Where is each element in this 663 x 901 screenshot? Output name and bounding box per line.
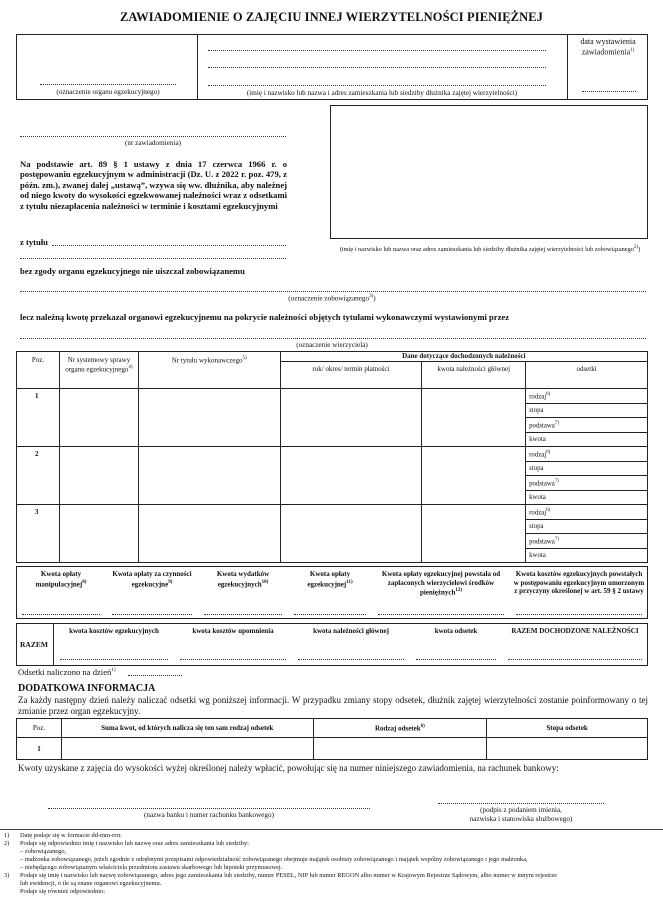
fee-item [198,570,288,618]
debtor-line-1 [208,50,546,51]
footnote-number [4,864,20,872]
signature-line [438,803,604,804]
table-row [17,389,648,404]
footnotes [4,832,654,896]
razem-col-label: kwota kosztów egzekucyjnych [69,627,159,635]
odsetki-sub-cell: podstawa$^{7)}$ [526,476,648,491]
footnote-number [4,856,20,864]
row-kwota [422,505,526,563]
obligor-address-box [330,105,648,239]
footnote-text: Podaje się odpowiednio imię i nazwisko lub nazwę oraz adres zamieszkania lub siedziby: [20,840,249,847]
row-nr-systemowy [59,447,138,505]
fee-label: Kwota wydatków egzekucyjnych$^{10)}$ [216,570,270,588]
col-nr-systemowy: Nr systemowy sprawy organu egzekucyjnego$^{4)}$ [59,352,138,389]
claims-table [16,351,648,563]
row-number: 3 [17,505,60,563]
dodatkowa-heading: DODATKOWA INFORMACJA [18,683,156,694]
notice-nr-line [20,136,286,137]
odsetki-naliczono: Odsetki naliczono na dzień$^{1)}$ [18,667,116,677]
footnote-text: – zobowiązanego, [20,848,67,855]
signature-caption-1: (podpis z podaniem imienia, [480,806,562,814]
razem-col [502,627,648,663]
odsetki-sub-cell: kwota [526,548,648,563]
row-rok [280,505,422,563]
fees-row [16,570,648,618]
razem-col-label: kwota odsetek [434,627,478,635]
interest-cell-suma [61,738,313,760]
razem-col [174,627,292,663]
fee-value-line [294,614,366,615]
row-number: 1 [17,389,60,447]
wierzyciel-line [20,338,646,339]
signature-caption-2: nazwiska i stanowiska służbowego) [469,815,573,823]
razem-col [54,627,174,663]
wierzyciel-caption: (oznaczenie wierzyciela) [296,341,368,349]
fee-label: Kwota opłaty egzekucyjnej powstała od zapłaconych wierzycielowi środków pieniężnych$^{12)}$ [381,570,501,597]
fee-label: Kwota opłaty manipulacyjnej$^{8)}$ [35,570,87,588]
claim-rows [17,389,648,563]
bank-caption: (nazwa banku i numer rachunku bankowego) [144,811,274,819]
lecz-text: lecz należną kwotę przekazał organowi egzekucyjnemu na pokrycie należności objętych tytułami wykonawczymi wystawionymi przez [20,312,510,322]
row-rok [280,447,422,505]
date-label: data wystawienia zawiadomienia$^{1)}$ [580,37,636,57]
footnote [4,872,654,880]
footnote-number [4,848,20,856]
footnote-text: Podaje się również odpowiednio: [20,888,106,895]
fee-value-line [516,614,642,615]
razem-col [410,627,502,663]
table-row [17,447,648,462]
col-poz: Poz. [17,352,60,389]
debtor-line-3 [208,85,546,86]
razem-col-label: kwota kosztów upomnienia [192,627,274,635]
organ-caption: (oznaczenie organu egzekucyjnego) [56,88,160,96]
z-tytulu-label: z tytułu [20,237,48,247]
organ-dotted-line [40,84,176,85]
razem-col-label: RAZEM DOCHODZONE NALEŻNOŚCI [511,627,639,635]
interest-cell-rodzaj [313,738,487,760]
col-dane: Dane dotyczące dochodzonych należności [280,352,647,362]
footnote-text: – małżonka zobowiązanego, jeżeli zgodnie z odrębnymi przepisami odpowiedzialność zobowiązanego obejmuje majątek osobisty zobowiązanego i majątek wspólny zobowiązanego i jego małżonka, [20,856,528,863]
row-nr-systemowy [59,505,138,563]
col-odsetki: odsetki [526,362,648,389]
col-nr-tytulu: Nr tytułu wykonawczego$^{5)}$ [138,352,280,389]
odsetki-sub-cell: kwota [526,490,648,505]
row-number: 2 [17,447,60,505]
z-tytulu-line [52,245,286,246]
fee-label: Kwota opłaty egzekucyjnej$^{11)}$ [307,570,353,588]
footnote-number [4,888,20,896]
odsetki-sub-cell: rodzaj$^{6)}$ [526,505,648,520]
col-rok: rok/ okres/ termin płatności [280,362,422,389]
row-nr-tytulu [138,505,280,563]
bez-zgody-text: bez zgody organu egzekucyjnego nie uiszczał zobowiązanemu [20,266,245,276]
interest-table [16,718,648,760]
footnote-number: 1) [4,832,10,839]
odsetki-sub-cell: rodzaj$^{6)}$ [526,389,648,404]
odsetki-sub-cell: stopa [526,403,648,418]
razem-label: RAZEM [20,640,48,649]
col-kwota: kwota należności głównej [422,362,526,389]
odsetki-sub-cell: stopa [526,461,648,476]
footnote-text: Podaje się imię i nazwisko lub nazwę zobowiązanego, adres jego zamieszkania lub siedziby, numer PESEL, NIP lub numer REGON albo numer w Krajowym Rejestrze Sądowym, albo numer w innym rejestrze [20,872,557,879]
odsetki-sub-cell: stopa [526,519,648,534]
row-nr-systemowy [59,389,138,447]
footnote-text: lub ewidencji, o ile są znane organowi egzekucyjnemu. [20,880,162,887]
zobowiazany-caption: (oznaczenie zobowiązanego$^{3)}$) [288,294,376,303]
fee-item [510,570,648,618]
footnote-number: 2) [4,840,10,847]
footnote [4,888,654,896]
odsetki-sub-cell: podstawa$^{7)}$ [526,534,648,549]
row-nr-tytulu [138,389,280,447]
interest-row-nr: 1 [17,738,62,760]
debtor-line-2 [208,67,546,68]
odsetki-date-line [128,675,182,676]
zobowiazany-line [20,291,646,292]
footnote-number: 3) [4,872,10,879]
odsetki-sub-cell: podstawa$^{7)}$ [526,418,648,433]
interest-col-rodzaj: Rodzaj odsetek$^{6)}$ [313,719,487,738]
legal-text: Na podstawie art. 89 § 1 ustawy z dnia 17 czerwca 1966 r. o postępowaniu egzekucyjnym w administracji (Dz. U. z 2022 r. poz. 479, z późn. zm.), zwanej dalej „ustawą”, wzywa się ww. dłużnika, aby należnej od niego kwoty do wysokości egzekwowanej należności wraz z odsetkami z tytułu niezapłacenia należności w terminie i kosztami egzekucyjnymi [20,159,287,211]
fee-item [106,570,198,618]
footnote [4,864,654,872]
interest-cell-stopa [487,738,648,760]
razem-value-line [60,659,168,660]
footnote [4,832,654,840]
footnote [4,880,654,888]
z-tytulu-line-2 [20,258,286,259]
footnote-number [4,880,20,888]
row-kwota [422,389,526,447]
fee-value-line [22,614,100,615]
debtor-caption: (imię i nazwisko lub nazwa i adres zamieszkania lub siedziby dłużnika zajętej wierzytelności) [246,89,518,97]
razem-columns [54,627,648,663]
razem-value-line [416,659,496,660]
interest-col-stopa: Stopa odsetek [487,719,648,738]
razem-value-line [508,659,642,660]
razem-col-label: kwota należności głównej [313,627,389,635]
obligor-caption: (imię i nazwisko lub nazwa oraz adres zamieszkania lub siedziby dłużnika zajętej wierzytelności lub zobowiązanego$^{2)}$) [339,245,641,254]
razem-col [292,627,410,663]
document-title: ZAWIADOMIENIE O ZAJĘCIU INNEJ WIERZYTELNOŚCI PIENIĘŻNEJ [119,10,544,24]
fee-value-line [204,614,282,615]
fee-item [16,570,106,618]
razem-value-line [180,659,286,660]
fee-label: Kwota kosztów egzekucyjnych powstałych w postępowaniu egzekucyjnym umorzonym z przyczyny określonej w art. 59 § 2 ustawy [513,570,645,595]
dodatkowa-text: Za każdy następny dzień należy naliczać odsetki wg poniższej informacji. W przypadku zmiany stopy odsetek, dłużnik zajętej wierzytelności zostanie poinformowany o tej zmianie przez organ egzekucyjny. [18,695,648,716]
odsetki-sub-cell: rodzaj$^{6)}$ [526,447,648,462]
fee-value-line [112,614,192,615]
row-nr-tytulu [138,447,280,505]
row-kwota [422,447,526,505]
header-divider-2 [567,34,568,100]
interest-col-suma: Suma kwot, od których nalicza się ten sam rodzaj odsetek [61,719,313,738]
footnote-text: – niebędącego zobowiązanym właściciela przedmiotu zastawu skarbowego lub hipoteki przymusowej. [20,864,283,871]
footnote [4,840,654,848]
row-rok [280,389,422,447]
fee-label: Kwota opłaty za czynności egzekucyjne$^{9)}$ [112,570,192,588]
table-row [17,505,648,520]
date-dotted-line [582,91,636,92]
notice-nr-caption: (nr zawiadomienia) [124,139,182,147]
razem-value-line [298,659,404,660]
footnote [4,856,654,864]
footnote [4,848,654,856]
footnote-separator [0,829,663,830]
fee-item [372,570,510,618]
odsetki-sub-cell: kwota [526,432,648,447]
fee-value-line [378,614,504,615]
bank-line [48,808,370,809]
interest-col-poz: Poz. [17,719,62,738]
fee-item [288,570,372,618]
footnote-text: Datę podaje się w formacie dd-mm-rrrr. [20,832,122,839]
kwoty-text: Kwoty uzyskane z zajęcia do wysokości wyżej określonej należy wpłacić, powołując się na numer niniejszego zawiadomienia, na rachunek bankowy: [18,763,559,773]
